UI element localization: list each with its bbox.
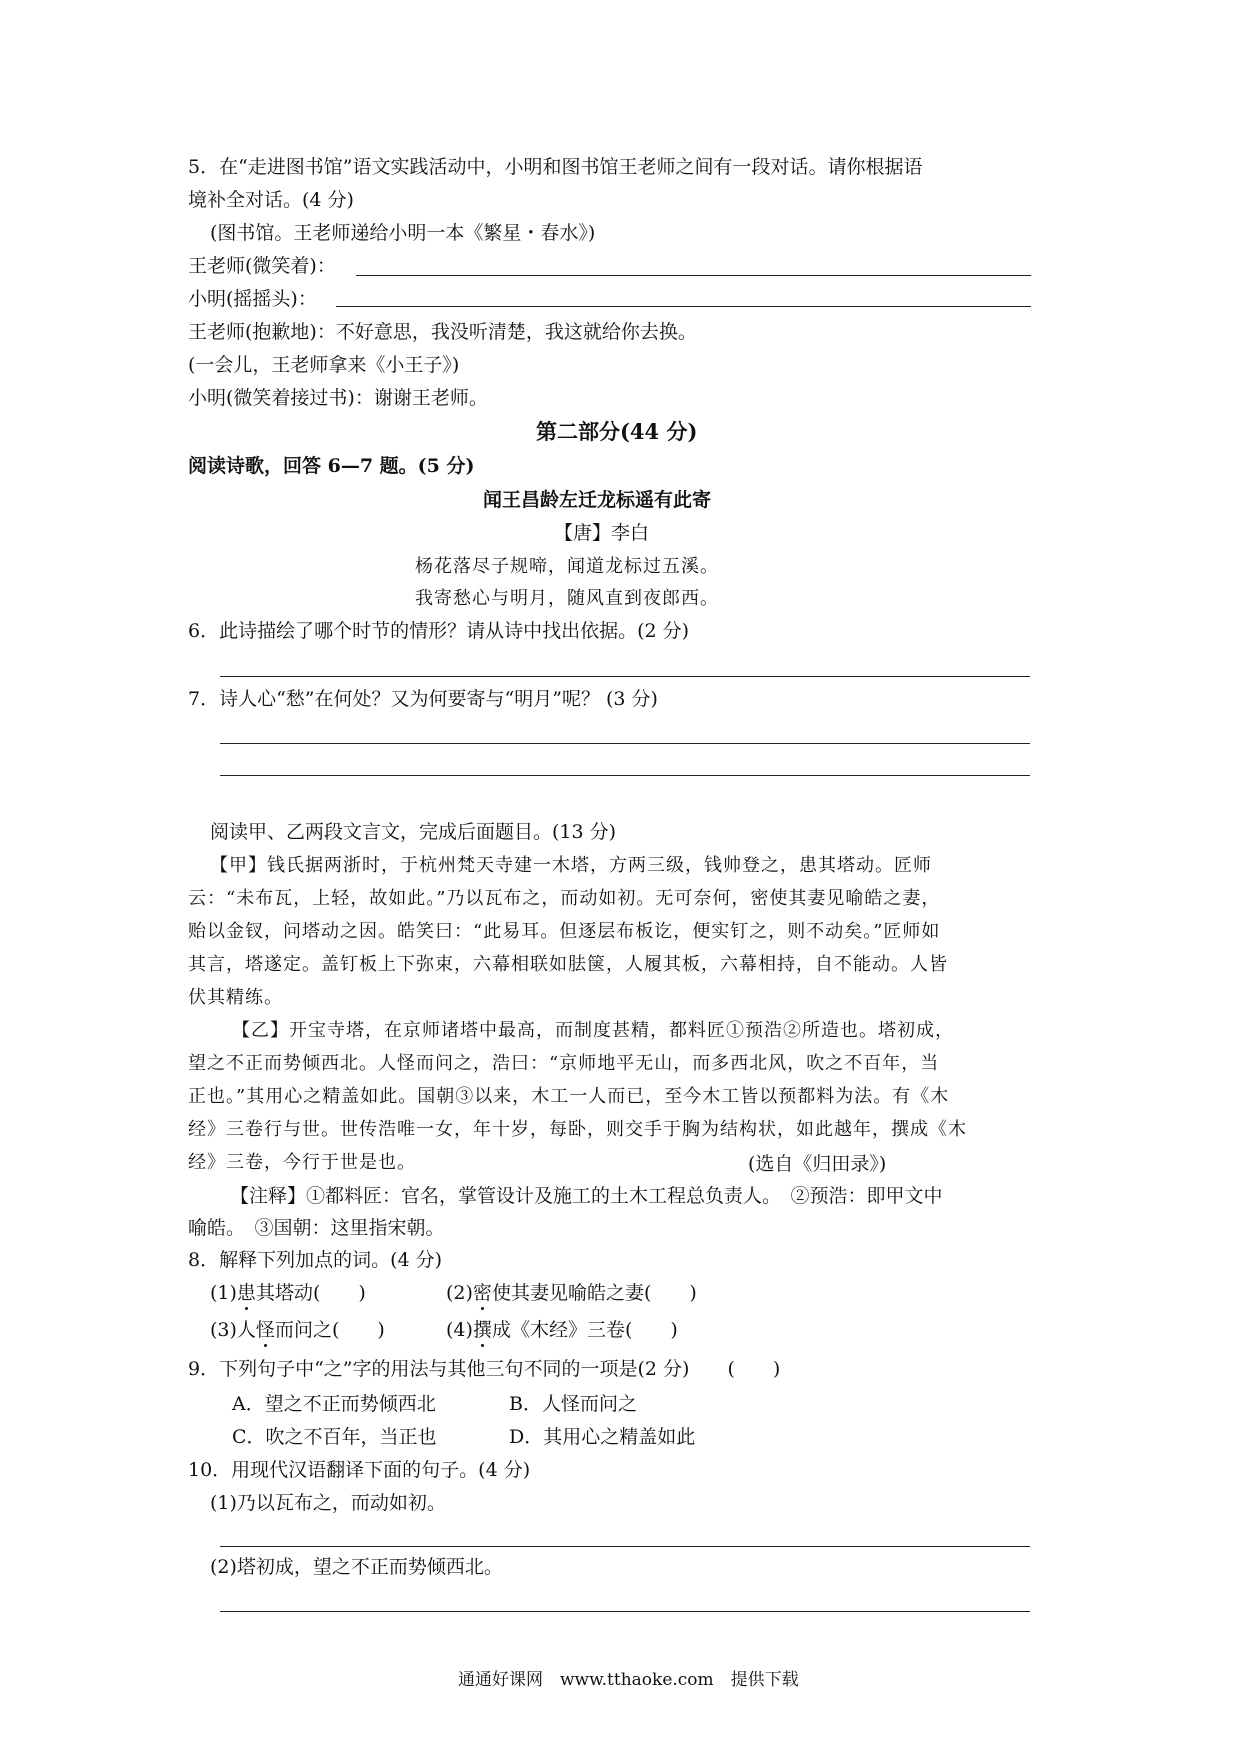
passage-jia-line2: 云：“未布瓦，上轻，故如此。”乃以瓦布之，而动如初。无可奈何，密使其妻见喻皓之妻， [188, 888, 941, 909]
q6-answer-line[interactable] [220, 676, 1030, 677]
q8-item2: (2)密使其妻见喻皓之妻( ) [446, 1282, 697, 1304]
q5-prompt-line2: 境补全对话。(4 分) [188, 189, 354, 211]
q8-item4: (4)撰成《木经》三卷( ) [446, 1319, 678, 1341]
q5-xiaoming-label: 小明(摇摇头)： [188, 288, 317, 310]
poem-intro: 阅读诗歌，回答 6—7 题。(5 分) [188, 455, 475, 477]
passage-yi-line2: 望之不正而势倾西北。人怪而问之，浩曰：“京师地平无山，而多西北风，吹之不百年，当 [188, 1053, 940, 1074]
poem-title: 闻王昌龄左迁龙标遥有此寄 [483, 489, 712, 511]
q7-text: 7．诗人心“愁”在何处？又为何要寄与“明月”呢？ (3 分) [188, 688, 658, 710]
q5-teacher-label: 王老师(微笑着)： [188, 255, 336, 277]
q9-option-d[interactable]: D．其用心之精盖如此 [509, 1426, 696, 1448]
passage-yi-line3: 正也。”其用心之精盖如此。国朝③以来，木工一人而已，至今木工皆以预都料为法。有《木 [188, 1086, 950, 1107]
q5-prompt-line1: 5．在“走进图书馆”语文实践活动中，小明和图书馆王老师之间有一段对话。请你根据语 [188, 156, 923, 178]
q10-answer-line-2[interactable] [220, 1611, 1030, 1612]
q5-teacher-answer-line[interactable] [356, 275, 1031, 276]
poem-author: 【唐】李白 [554, 522, 650, 544]
notes-line2: 喻皓。 ③国朝：这里指宋朝。 [188, 1217, 445, 1239]
passage-jia-line1: 【甲】钱氏据两浙时，于杭州梵天寺建一木塔，方两三级，钱帅登之，患其塔动。匠师 [210, 855, 932, 876]
q10-title: 10．用现代汉语翻译下面的句子。(4 分) [188, 1459, 531, 1481]
q8-item1-dotted-word: 患 [236, 1282, 256, 1304]
q5-teacher-line3: 王老师(抱歉地)：不好意思，我没听清楚，我这就给你去换。 [188, 321, 697, 343]
part2-title: 第二部分(44 分) [536, 419, 698, 444]
passage-yi-line5: 经》三卷，今行于世是也。 [188, 1152, 416, 1173]
page-footer: 通通好课网 www.tthaoke.com 提供下载 [458, 1670, 799, 1690]
q6-text: 6．此诗描绘了哪个时节的情形？请从诗中找出依据。(2 分) [188, 620, 690, 642]
q5-scene: (图书馆。王老师递给小明一本《繁星・春水》) [210, 222, 596, 244]
classical-intro: 阅读甲、乙两段文言文，完成后面题目。(13 分) [210, 821, 617, 843]
q8-title: 8．解释下列加点的词。(4 分) [188, 1249, 443, 1271]
q8-item2-dotted-word: 密 [472, 1282, 492, 1304]
notes-line1: 【注释】①都料匠：官名，掌管设计及施工的土木工程总负责人。 ②预浩：即甲文中 [230, 1185, 943, 1207]
poem-line1: 杨花落尽子规啼，闻道龙标过五溪。 [415, 556, 719, 577]
poem-line2: 我寄愁心与明月，随风直到夜郎西。 [415, 588, 719, 609]
q5-xiaoming-line5: 小明(微笑着接过书)：谢谢王老师。 [188, 387, 488, 409]
q5-stage-direction: (一会儿，王老师拿来《小王子》) [188, 354, 460, 376]
passage-jia-line4: 其言，塔遂定。盖钉板上下弥束，六幕相联如胠箧，人履其板，六幕相持，自不能动。人皆 [188, 954, 948, 975]
passage-yi-line4: 经》三卷行与世。世传浩唯一女，年十岁，每卧，则交手于胸为结构状，如此越年，撰成《木 [188, 1119, 967, 1140]
passage-yi-line1: 【乙】开宝寺塔，在京师诸塔中最高，而制度甚精，都料匠①预浩②所造也。塔初成， [232, 1020, 954, 1041]
q8-item3-dotted-word: 怪 [255, 1319, 275, 1341]
q7-answer-line-1[interactable] [220, 743, 1030, 744]
q9-option-a[interactable]: A．望之不正而势倾西北 [232, 1393, 436, 1415]
q8-item1: (1)患其塔动( ) [210, 1282, 366, 1304]
passage-jia-line3: 贻以金钗，问塔动之因。皓笑曰：“此易耳。但逐层布板讫，便实钉之，则不动矣。”匠师如 [188, 921, 941, 942]
q10-sentence1: (1)乃以瓦布之，而动如初。 [210, 1492, 446, 1514]
q10-answer-line-1[interactable] [220, 1546, 1030, 1547]
q8-item3: (3)人怪而问之( ) [210, 1319, 385, 1341]
q10-sentence2: (2)塔初成，望之不正而势倾西北。 [210, 1556, 503, 1578]
q8-item4-dotted-word: 撰 [472, 1319, 492, 1341]
q9-option-c[interactable]: C．吹之不百年，当正也 [232, 1426, 437, 1448]
passage-source: (选自《归田录》) [748, 1153, 887, 1175]
q9-option-b[interactable]: B．人怪而问之 [509, 1393, 637, 1415]
q5-xiaoming-answer-line[interactable] [336, 306, 1031, 307]
passage-jia-line5: 伏其精练。 [188, 987, 283, 1008]
q9-title: 9．下列句子中“之”字的用法与其他三句不同的一项是(2 分) ( ) [188, 1358, 781, 1380]
q7-answer-line-2[interactable] [220, 775, 1030, 776]
